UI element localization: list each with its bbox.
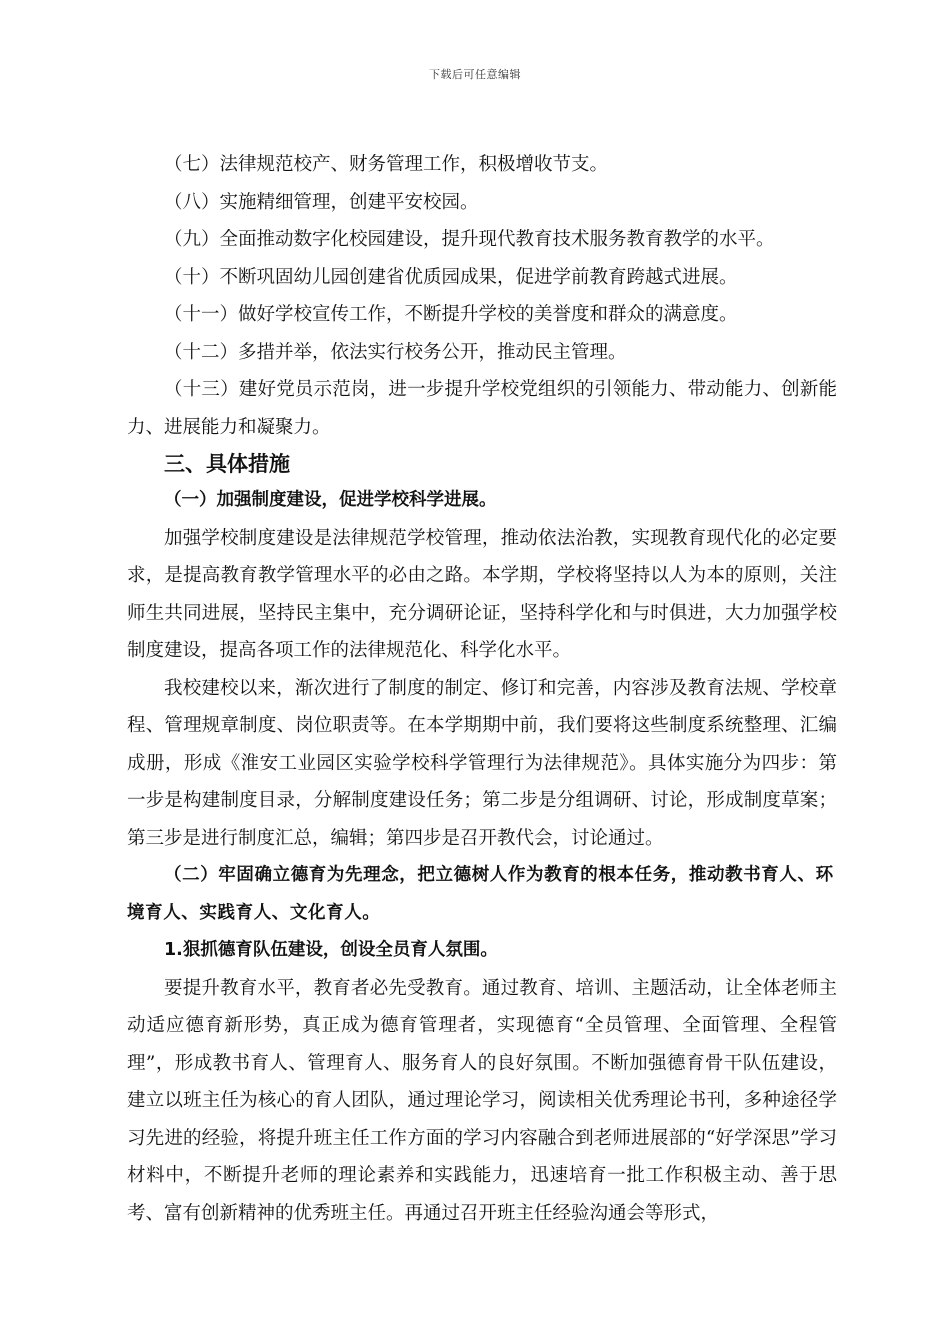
list-item: （十三）建好党员示范岗，进一步提升学校党组织的引领能力、带动能力、创新能力、进展能力和凝聚力。 (127, 379, 837, 438)
subsection-heading: （二）牢固确立德育为先理念，把立德树人作为教育的根本任务，推动教书育人、环境育人、实践育人、文化育人。 (127, 865, 834, 923)
list-item: （九）全面推动数字化校园建设，提升现代教育技术服务教育教学的水平。 (164, 229, 775, 250)
point-heading: 1.狠抓德育队伍建设，创设全员育人氛围。 (164, 940, 498, 960)
list-item: （七）法律规范校产、财务管理工作，积极增收节支。 (164, 154, 609, 175)
list-item: （十一）做好学校宣传工作，不断提升学校的美誉度和群众的满意度。 (164, 304, 738, 325)
body-paragraph: 加强学校制度建设是法律规范学校管理，推动依法治教，实现教育现代化的必定要求，是提高教育教学管理水平的必由之路。本学期，学校将坚持以人为本的原则，关注师生共同进展，坚持民主集中，充分调研论证，坚持科学化和与时俱进，大力加强学校制度建设，提高各项工作的法律规范化、科学化水平。 (127, 527, 837, 661)
list-item: （十二）多措并举，依法实行校务公开，推动民主管理。 (164, 341, 627, 363)
section-heading: 三、具体措施 (164, 452, 290, 476)
list-item: （十）不断巩固幼儿园创建省优质园成果，促进学前教育跨越式进展。 (164, 266, 738, 288)
body-paragraph: 我校建校以来，渐次进行了制度的制定、修订和完善，内容涉及教育法规、学校章程、管理规章制度、岗位职责等。在本学期期中前，我们要将这些制度系统整理、汇编成册，形成《淮安工业园区实验学校科学管理行为法律规范》。具体实施分为四步：第一步是构建制度目录，分解制度建设任务；第二步是分组调研、讨论，形成制度草案；第三步是进行制度汇总，编辑；第四步是召开教代会，讨论通过。 (127, 677, 837, 849)
subsection-heading: （一）加强制度建设，促进学校科学进展。 (164, 490, 497, 510)
page-header-watermark: 下载后可任意编辑 (429, 68, 521, 81)
body-paragraph: 要提升教育水平，教育者必先受教育。通过教育、培训、主题活动，让全体老师主动适应德育新形势，真正成为德育管理者，实现德育“全员管理、全面管理、全程管理”，形成教书育人、管理育人、服务育人的良好氛围。不断加强德育骨干队伍建设，建立以班主任为核心的育人团队，通过理论学习，阅读相关优秀理论书刊，多种途径学习先进的经验，将提升班主任工作方面的学习内容融合到老师进展部的“好学深思”学习材料中，不断提升老师的理论素养和实践能力，迅速培育一批工作积极主动、善于思考、富有创新精神的优秀班主任。再通过召开班主任经验沟通会等形式， (127, 977, 837, 1224)
list-item: （八）实施精细管理，创建平安校园。 (164, 191, 479, 213)
document-body (127, 146, 837, 1232)
